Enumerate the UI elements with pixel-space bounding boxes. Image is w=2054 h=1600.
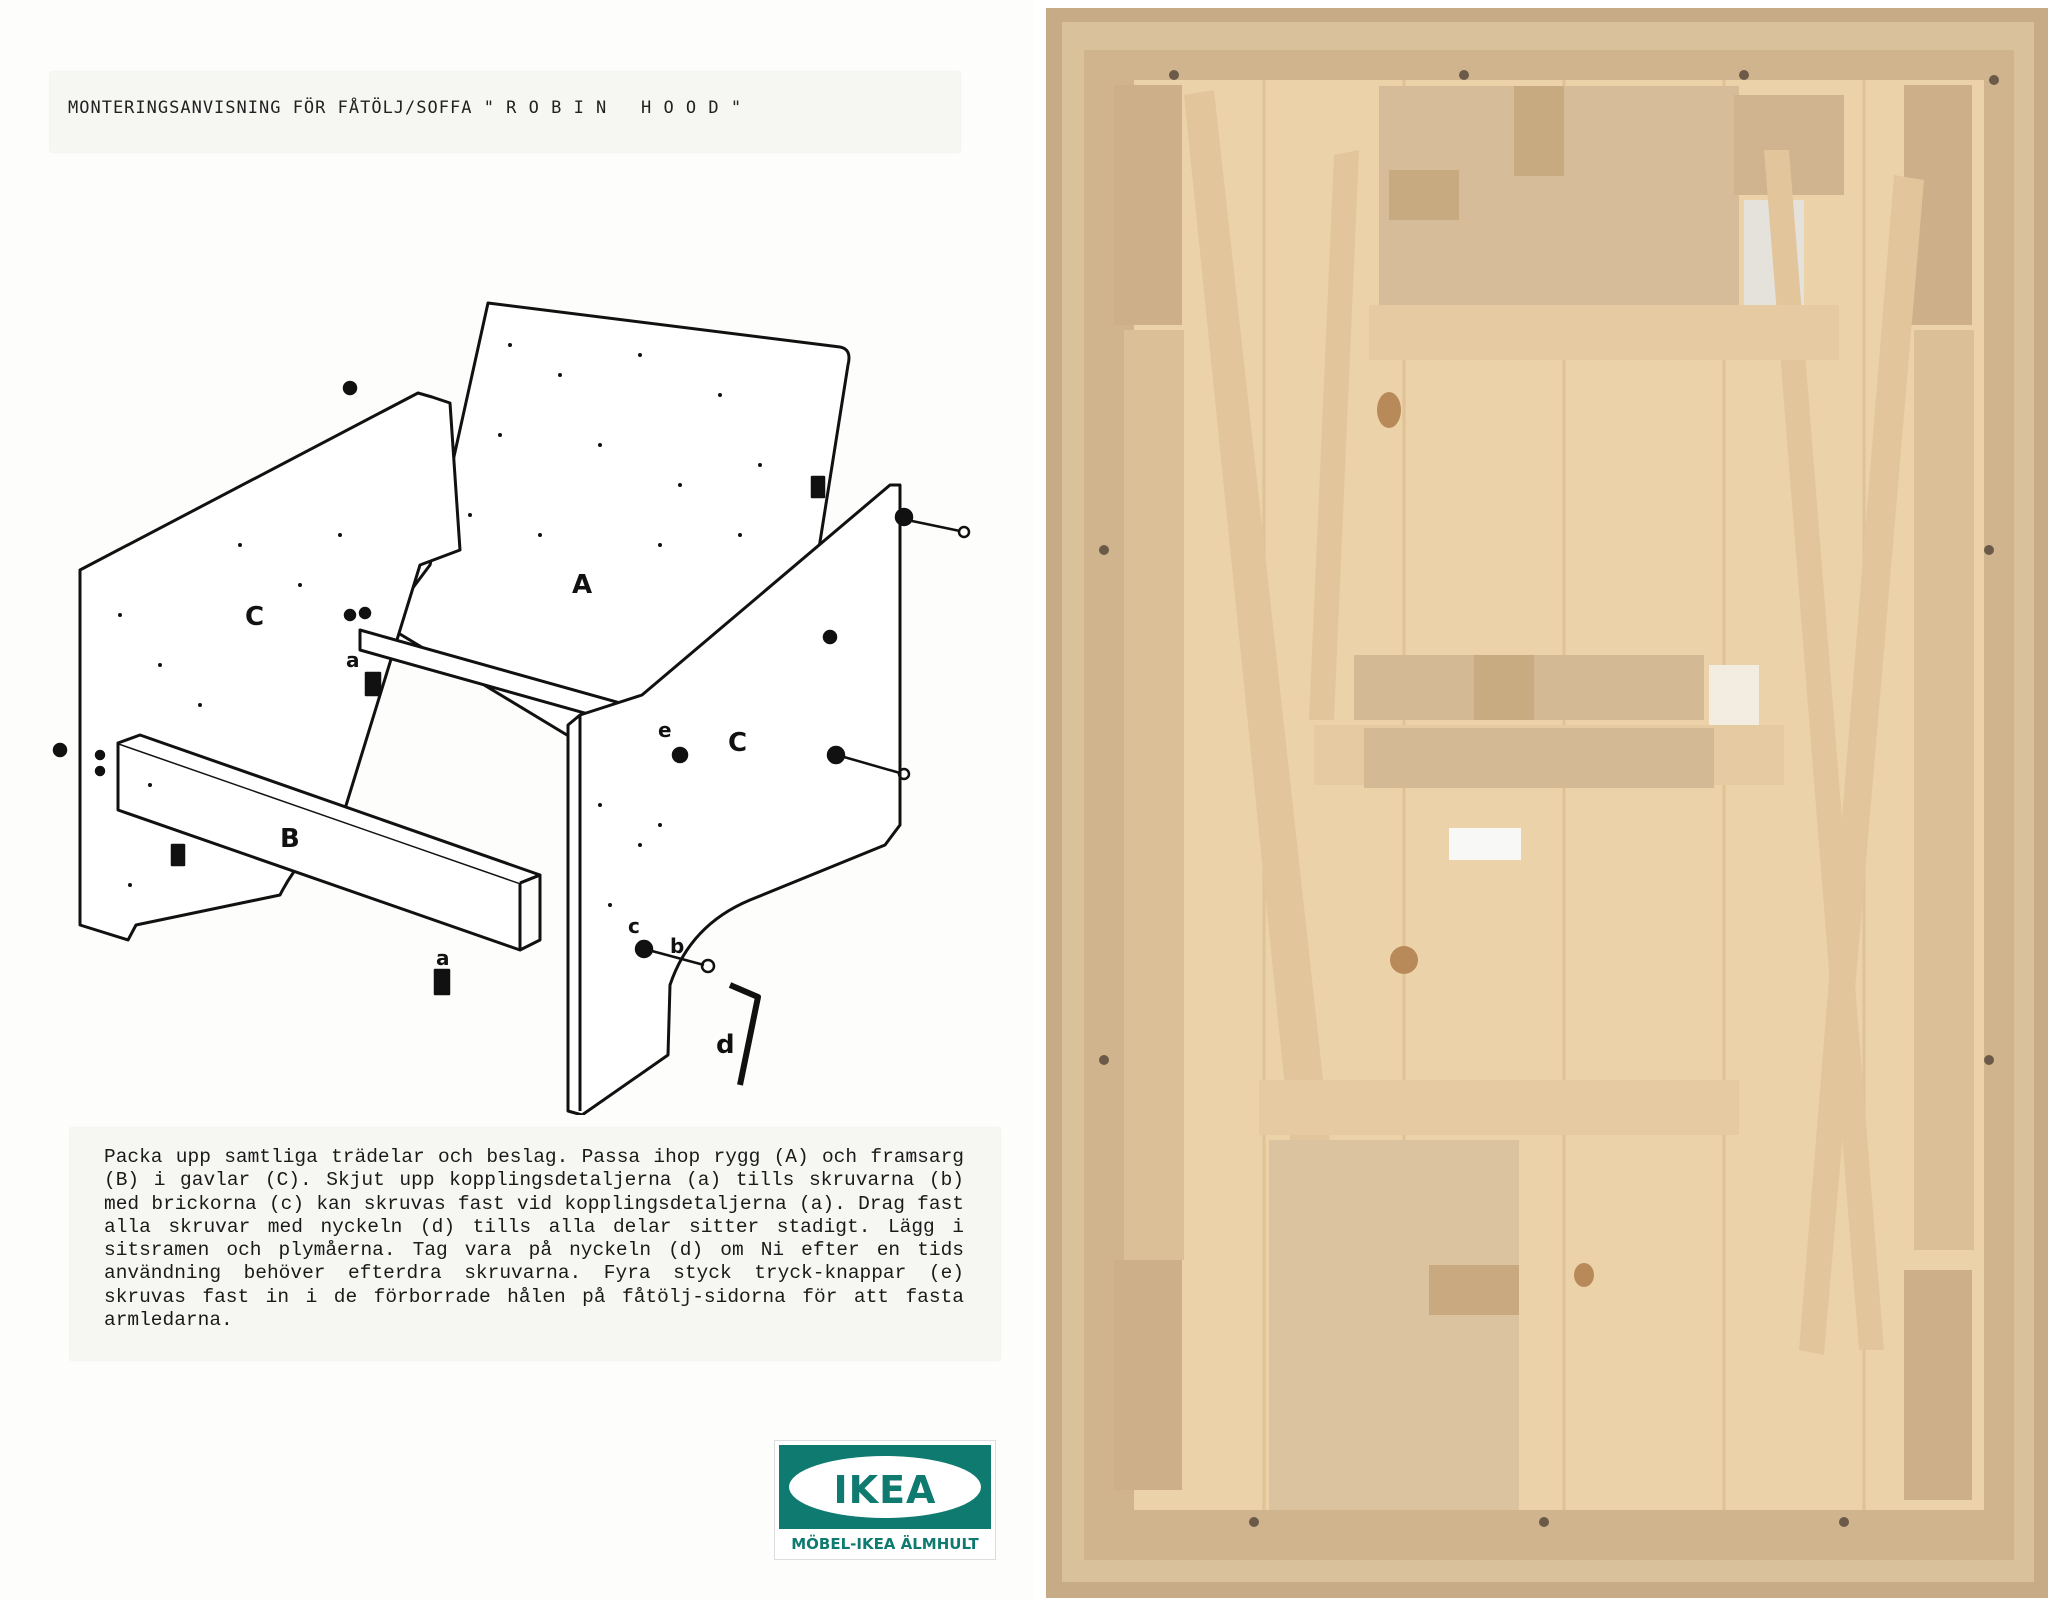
- label-C-left: C: [245, 602, 265, 632]
- side-slat-left: [1124, 330, 1184, 1260]
- product-label: [1449, 828, 1521, 860]
- flatpack-box-photo: [1044, 0, 2054, 1600]
- label-a-1: a: [346, 648, 360, 672]
- label-d: d: [716, 1030, 735, 1060]
- assembly-illustration: [40, 285, 980, 1115]
- side-slat-right: [1914, 330, 1974, 1250]
- rail-top: [1369, 305, 1839, 360]
- logo-subtitle: MÖBEL-IKEA ÄLMHULT: [791, 1535, 979, 1553]
- logo-badge: [779, 1445, 991, 1529]
- label-b: b: [670, 934, 685, 958]
- rail-bottom: [1259, 1080, 1739, 1135]
- corner-protector: [1114, 85, 1182, 325]
- wrapped-rail-2: [1364, 728, 1714, 788]
- logo-wordmark: IKEA: [833, 1468, 937, 1512]
- label-c: c: [628, 914, 640, 938]
- label-C-right: C: [728, 728, 748, 758]
- label-A: A: [572, 570, 593, 600]
- manual-title: MONTERINGSANVISNING FÖR FÅTÖLJ/SOFFA " R O B I N H O O D ": [68, 98, 743, 118]
- logo-oval: [789, 1456, 981, 1518]
- ikea-logo: [774, 1440, 996, 1560]
- label-B: B: [280, 824, 300, 854]
- label-a-2: a: [436, 946, 450, 970]
- label-e: e: [658, 718, 672, 742]
- cardboard-insert: [1269, 1140, 1519, 1510]
- assembly-instructions: Packa upp samtliga trädelar och beslag. Passa ihop rygg (A) och framsarg (B) i gavlar (C). Skjut upp kopplingsdetaljerna (a) tills skruvarna (b) med brickorna (c) kan skruvas fast vid kopplingsdetaljerna (a). Drag fast alla skruvar med nyckeln (d) tills alla delar sitter stadigt. Lägg i sitsramen och plymåerna. Tag vara på nyckeln (d) om Ni efter en tids användning behöver efterdra skruvarna. Fyra styck tryck-knappar (e) skruvas fast in i de förborrade hålen på fåtölj-sidorna för att fasta armledarna.: [104, 1146, 964, 1332]
- box-contents-illustration: [1044, 0, 2054, 1600]
